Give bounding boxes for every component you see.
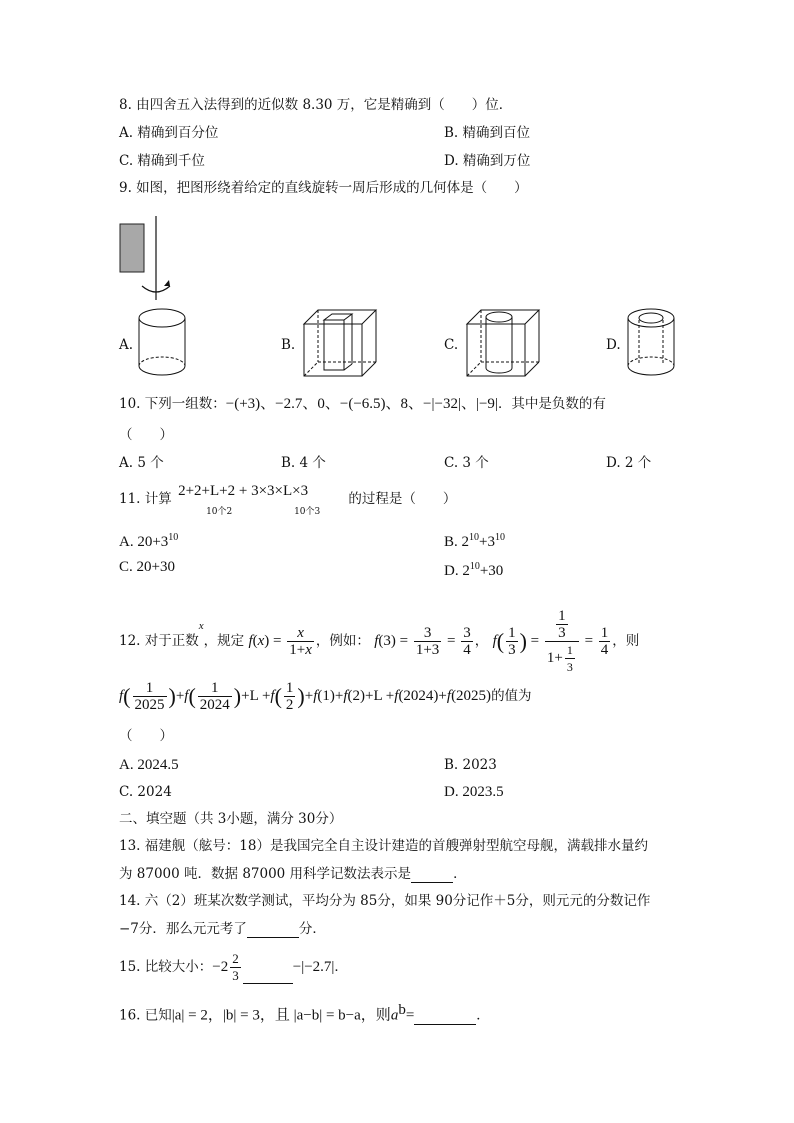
q12-option-a[interactable]: A. 2024.5 [119, 757, 179, 773]
q8-option-b[interactable]: B. 精确到百位 [444, 125, 531, 141]
q10-option-d[interactable]: D. 2 个 [606, 455, 652, 471]
q10-option-a[interactable]: A. 5 个 [119, 455, 164, 471]
q10-suffix: ．其中是负数的有 [497, 396, 606, 412]
q11-option-c[interactable]: C. 20+30 [119, 559, 175, 575]
q16-condition: |a| = 2，|b| = 3，且 |a−b| = b−a，则 [171, 1007, 391, 1024]
q8-option-a[interactable]: A. 精确到百分位 [119, 125, 219, 141]
hollow-cylinder-figure[interactable] [624, 306, 680, 380]
q14-answer-blank[interactable] [247, 923, 299, 938]
q10-stem [119, 395, 606, 413]
q9-option-a[interactable]: A. [119, 337, 134, 353]
q12-var: x [198, 620, 204, 632]
q12-then: ，则 [612, 632, 640, 649]
q11-prefix: 11. 计算 [119, 491, 172, 507]
q8-option-c[interactable]: C. 精确到千位 [119, 153, 205, 169]
rotation-figure [114, 214, 184, 304]
q12-prefix: 12. 对于正数 [119, 632, 199, 649]
q16-answer-blank[interactable] [414, 1010, 476, 1025]
q12-def-label: ，规定 [203, 632, 245, 649]
q11-brace-label-1: 10个2 [206, 507, 233, 517]
cylinder-figure[interactable] [136, 306, 190, 380]
q15-rhs: −|−2.7| [292, 959, 335, 975]
q15-answer-blank[interactable] [243, 969, 293, 984]
q16-stem: 16. 已知|a| = 2，|b| = 3，且 |a−b| = b−a，则$a^b=$ ． [119, 1002, 490, 1024]
q10-option-b[interactable]: B. 4 个 [281, 455, 326, 471]
cube-with-prism-figure[interactable] [300, 306, 380, 380]
q12-paren: （ ） [119, 728, 173, 744]
q13-answer-blank[interactable] [411, 868, 453, 883]
q13-line-1: 13. 福建舰（舷号：18）是我国完全自主设计建造的首艘弹射型航空母舰，满载排水量约 [119, 838, 648, 854]
q13-line-2: 为 87000 吨．数据 87000 用科学记数法表示是 ． [119, 866, 467, 882]
q11-option-d[interactable]: D. $2^{10}+30$ [444, 561, 504, 579]
q10-paren: （ ） [119, 427, 173, 443]
q12-option-d[interactable]: D. 2023.5 [444, 784, 504, 800]
q12-definition: f(x) = $\frac{x}{1+x}$ [248, 625, 312, 658]
q8-stem: 8. 由四舍五入法得到的近似数 8.30 万，它是精确到（ ）位． [119, 97, 513, 113]
q16-ask: a [390, 1007, 399, 1024]
q12-stem: 12. 对于正数$^x$，规定 f(x) = $\frac{x}{1+x}$ ，例如： f(3) = $\frac{3}{1+3}$ = $\frac{3}{4}$ ， f( $\frac{1}{3}$ ) = $\frac{1}{3}$ 1+ $\frac{1}{3}$ = $\frac{1}{4}$ ，则 [119, 608, 640, 674]
q10-prefix: 10. 下列一组数： [119, 396, 226, 412]
q11-option-a[interactable]: A. $20+3^{10}$ [119, 532, 179, 550]
q12-value-label: 的值为 [491, 688, 532, 704]
q9-option-b[interactable]: B. [281, 337, 296, 353]
q11-brace-label-2: 10个3 [294, 507, 321, 517]
q9-option-d[interactable]: D. [606, 337, 621, 353]
q11-expression: 2+2+L+2 + 3×3×L×3 [178, 483, 309, 499]
q8-option-d[interactable]: D. 精确到万位 [444, 153, 531, 169]
q9-stem: 9. 如图，把图形绕着给定的直线旋转一周后形成的几何体是（ ） [119, 180, 528, 196]
cube-with-cylinder-figure[interactable] [463, 306, 543, 380]
q10-option-c[interactable]: C. 3 个 [444, 455, 489, 471]
q10-numbers: −(+3)、−2.7、0、−(−6.5)、8、−|−32|、|−9| [225, 396, 498, 412]
q12-example-1: f(3) = $\frac{3}{1+3}$ = $\frac{3}{4}$ [374, 625, 471, 658]
q12-example-label: ，例如： [315, 632, 370, 649]
q12-option-c[interactable]: C. 2024 [119, 784, 172, 800]
section-title-fill-in: 二、填空题（共 3小题，满分 30分） [119, 811, 343, 827]
q11-stem [119, 483, 457, 517]
q11-suffix: 的过程是（ ） [348, 491, 457, 507]
q11-option-b[interactable]: B. $2^{10}+3^{10}$ [444, 532, 505, 550]
q12-sum-expression: f( $\frac{1}{2025}$ )+f( $\frac{1}{2024}$ )+L +f( $\frac{1}{2}$ )+f(1)+f(2)+L +f(2024)+f(2025)的值为 [119, 680, 532, 714]
q9-option-c[interactable]: C. [444, 337, 459, 353]
q14-line-1: 14. 六（2）班某次数学测试，平均分为 85分，如果 90分记作＋5分，则元元的分数记作 [119, 893, 651, 909]
q15-stem: 15. 比较大小：−2 $\frac{2}{3}$ −|−2.7|． [119, 951, 348, 984]
q12-example-2: f( $\frac{1}{3}$ ) = $\frac{1}{3}$ 1+ $\frac{1}{3}$ = $\frac{1}{4}$ [492, 608, 609, 674]
q12-option-b[interactable]: B. 2023 [444, 757, 497, 773]
q14-line-2: −7分．那么元元考了 分． [119, 921, 326, 937]
